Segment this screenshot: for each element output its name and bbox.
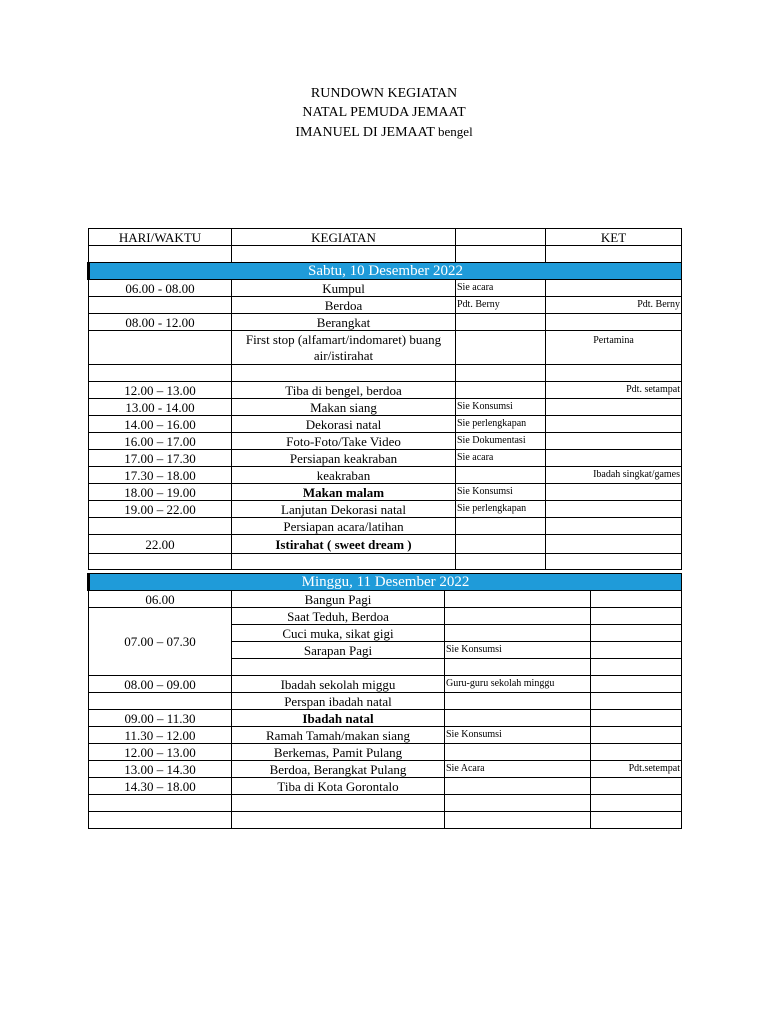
pic-cell: Sie Konsumsi (456, 484, 546, 501)
note-cell (591, 608, 682, 625)
time-cell (89, 297, 232, 314)
time-cell: 06.00 (89, 591, 232, 608)
header-activity: KEGIATAN (232, 229, 456, 246)
table-row (89, 365, 682, 382)
note-cell (591, 659, 682, 676)
note-cell: Pertamina (546, 331, 682, 365)
pic-cell (445, 778, 591, 795)
table-row (89, 450, 682, 467)
activity-cell: Tiba di bengel, berdoa (232, 382, 456, 399)
activity-cell: Cuci muka, sikat gigi (232, 625, 445, 642)
pic-cell (445, 744, 591, 761)
activity-cell: Berdoa (232, 297, 456, 314)
activity-cell: Dekorasi natal (232, 416, 456, 433)
note-cell (546, 280, 682, 297)
time-cell: 17.00 – 17.30 (89, 450, 232, 467)
table-row (89, 484, 682, 501)
note-cell (591, 778, 682, 795)
activity-cell (232, 795, 445, 812)
title-line-3-main: IMANUEL DI JEMAAT (295, 125, 435, 140)
note-cell: Ibadah singkat/games (546, 467, 682, 484)
table-row (89, 591, 682, 608)
time-cell (89, 518, 232, 535)
note-cell (546, 535, 682, 554)
table-row (89, 608, 682, 625)
pic-cell (456, 467, 546, 484)
pic-cell: Sie Konsumsi (445, 727, 591, 744)
activity-cell: First stop (alfamart/indomaret) buang air/istirahat (232, 331, 456, 365)
activity-cell: Berdoa, Berangkat Pulang (232, 761, 445, 778)
note-cell (591, 642, 682, 659)
pic-cell: Sie Konsumsi (445, 642, 591, 659)
time-cell: 08.00 - 12.00 (89, 314, 232, 331)
note-cell: Pdt.setempat (591, 761, 682, 778)
table-row (89, 554, 682, 570)
note-cell: Pdt. Berny (546, 297, 682, 314)
time-cell: 16.00 – 17.00 (89, 433, 232, 450)
pic-cell: Sie Dokumentasi (456, 433, 546, 450)
title-line-3 (0, 122, 768, 142)
activity-cell: Kumpul (232, 280, 456, 297)
day1-label: Sabtu, 10 Desember 2022 (89, 263, 682, 280)
pic-cell (445, 693, 591, 710)
note-cell (546, 554, 682, 570)
time-cell: 07.00 – 07.30 (89, 608, 232, 676)
activity-cell: Makan siang (232, 399, 456, 416)
time-cell: 14.30 – 18.00 (89, 778, 232, 795)
pic-cell (456, 365, 546, 382)
time-cell (89, 365, 232, 382)
note-cell (546, 450, 682, 467)
pic-cell: Sie acara (456, 280, 546, 297)
table-row (89, 727, 682, 744)
table-row (89, 416, 682, 433)
pic-cell: Sie Acara (445, 761, 591, 778)
time-cell: 17.30 – 18.00 (89, 467, 232, 484)
table-row (89, 501, 682, 518)
pic-cell (456, 535, 546, 554)
activity-cell: Makan malam (232, 484, 456, 501)
schedule-table-day1 (87, 228, 682, 570)
table-row (89, 710, 682, 727)
header-ket: KET (546, 229, 682, 246)
note-cell (591, 812, 682, 829)
note-cell: Pdt. setampat (546, 382, 682, 399)
time-cell: 14.00 – 16.00 (89, 416, 232, 433)
activity-cell: Perspan ibadah natal (232, 693, 445, 710)
pic-cell: Pdt. Berny (456, 297, 546, 314)
activity-cell: Istirahat ( sweet dream ) (232, 535, 456, 554)
pic-cell (445, 795, 591, 812)
note-cell (546, 365, 682, 382)
table-row (89, 778, 682, 795)
table-row (89, 297, 682, 314)
activity-cell: Berangkat (232, 314, 456, 331)
time-cell: 12.00 – 13.00 (89, 382, 232, 399)
table-row (89, 693, 682, 710)
time-cell (89, 554, 232, 570)
note-cell (591, 710, 682, 727)
pic-cell (445, 591, 591, 608)
table-row (89, 382, 682, 399)
activity-cell: Ibadah natal (232, 710, 445, 727)
time-cell: 06.00 - 08.00 (89, 280, 232, 297)
note-cell (591, 676, 682, 693)
pic-cell (445, 812, 591, 829)
time-cell (89, 812, 232, 829)
pic-cell (445, 710, 591, 727)
time-cell: 18.00 – 19.00 (89, 484, 232, 501)
pic-cell (445, 625, 591, 642)
activity-cell (232, 659, 445, 676)
note-cell (591, 591, 682, 608)
activity-cell: Ramah Tamah/makan siang (232, 727, 445, 744)
pic-cell (456, 554, 546, 570)
note-cell (546, 484, 682, 501)
activity-cell (232, 365, 456, 382)
table-row (89, 795, 682, 812)
note-cell (546, 416, 682, 433)
note-cell (546, 399, 682, 416)
time-cell: 22.00 (89, 535, 232, 554)
table-header-row (89, 229, 682, 246)
pic-cell: Sie perlengkapan (456, 501, 546, 518)
note-cell (546, 518, 682, 535)
table-row (89, 314, 682, 331)
note-cell (591, 625, 682, 642)
table-row (89, 812, 682, 829)
title-line-2: NATAL PEMUDA JEMAAT (302, 105, 466, 120)
day1-band-row (89, 263, 682, 280)
time-cell: 11.30 – 12.00 (89, 727, 232, 744)
time-cell: 08.00 – 09.00 (89, 676, 232, 693)
time-cell: 09.00 – 11.30 (89, 710, 232, 727)
header-time: HARI/WAKTU (89, 229, 232, 246)
table-row (89, 399, 682, 416)
activity-cell: Persiapan acara/latihan (232, 518, 456, 535)
title-line-3-small: bengel (438, 124, 473, 139)
activity-cell: Tiba di Kota Gorontalo (232, 778, 445, 795)
time-cell: 13.00 - 14.00 (89, 399, 232, 416)
schedule-table-day2 (87, 573, 682, 829)
activity-cell (232, 554, 456, 570)
activity-cell: Lanjutan Dekorasi natal (232, 501, 456, 518)
time-cell: 12.00 – 13.00 (89, 744, 232, 761)
time-cell (89, 331, 232, 365)
pic-cell (456, 382, 546, 399)
pic-cell (445, 659, 591, 676)
note-cell (546, 314, 682, 331)
pic-cell: Sie acara (456, 450, 546, 467)
pic-cell (456, 314, 546, 331)
table-row (89, 535, 682, 554)
time-cell (89, 693, 232, 710)
table-row (89, 761, 682, 778)
pic-cell (445, 608, 591, 625)
header-pic (456, 229, 546, 246)
activity-cell: Persiapan keakraban (232, 450, 456, 467)
time-cell (89, 795, 232, 812)
day2-band-row (89, 574, 682, 591)
activity-cell: Ibadah sekolah miggu (232, 676, 445, 693)
document-title (0, 84, 768, 142)
note-cell (546, 433, 682, 450)
note-cell (591, 727, 682, 744)
activity-cell: Sarapan Pagi (232, 642, 445, 659)
note-cell (591, 795, 682, 812)
pic-cell: Sie perlengkapan (456, 416, 546, 433)
table-row (89, 433, 682, 450)
table-row (89, 518, 682, 535)
activity-cell: Berkemas, Pamit Pulang (232, 744, 445, 761)
time-cell: 19.00 – 22.00 (89, 501, 232, 518)
note-cell (546, 501, 682, 518)
table-row (89, 676, 682, 693)
table-row (89, 331, 682, 365)
activity-cell: Foto-Foto/Take Video (232, 433, 456, 450)
table-row (89, 744, 682, 761)
activity-cell (232, 812, 445, 829)
pic-cell: Sie Konsumsi (456, 399, 546, 416)
pic-cell: Guru-guru sekolah minggu (445, 676, 591, 693)
pic-cell (456, 518, 546, 535)
activity-cell: Saat Teduh, Berdoa (232, 608, 445, 625)
table-spacer-row (89, 246, 682, 263)
note-cell (591, 744, 682, 761)
table-row (89, 280, 682, 297)
pic-cell (456, 331, 546, 365)
time-cell: 13.00 – 14.30 (89, 761, 232, 778)
activity-cell: keakraban (232, 467, 456, 484)
title-line-1: RUNDOWN KEGIATAN (310, 86, 458, 101)
day2-label: Minggu, 11 Desember 2022 (89, 574, 682, 591)
activity-cell: Bangun Pagi (232, 591, 445, 608)
table-row (89, 467, 682, 484)
note-cell (591, 693, 682, 710)
